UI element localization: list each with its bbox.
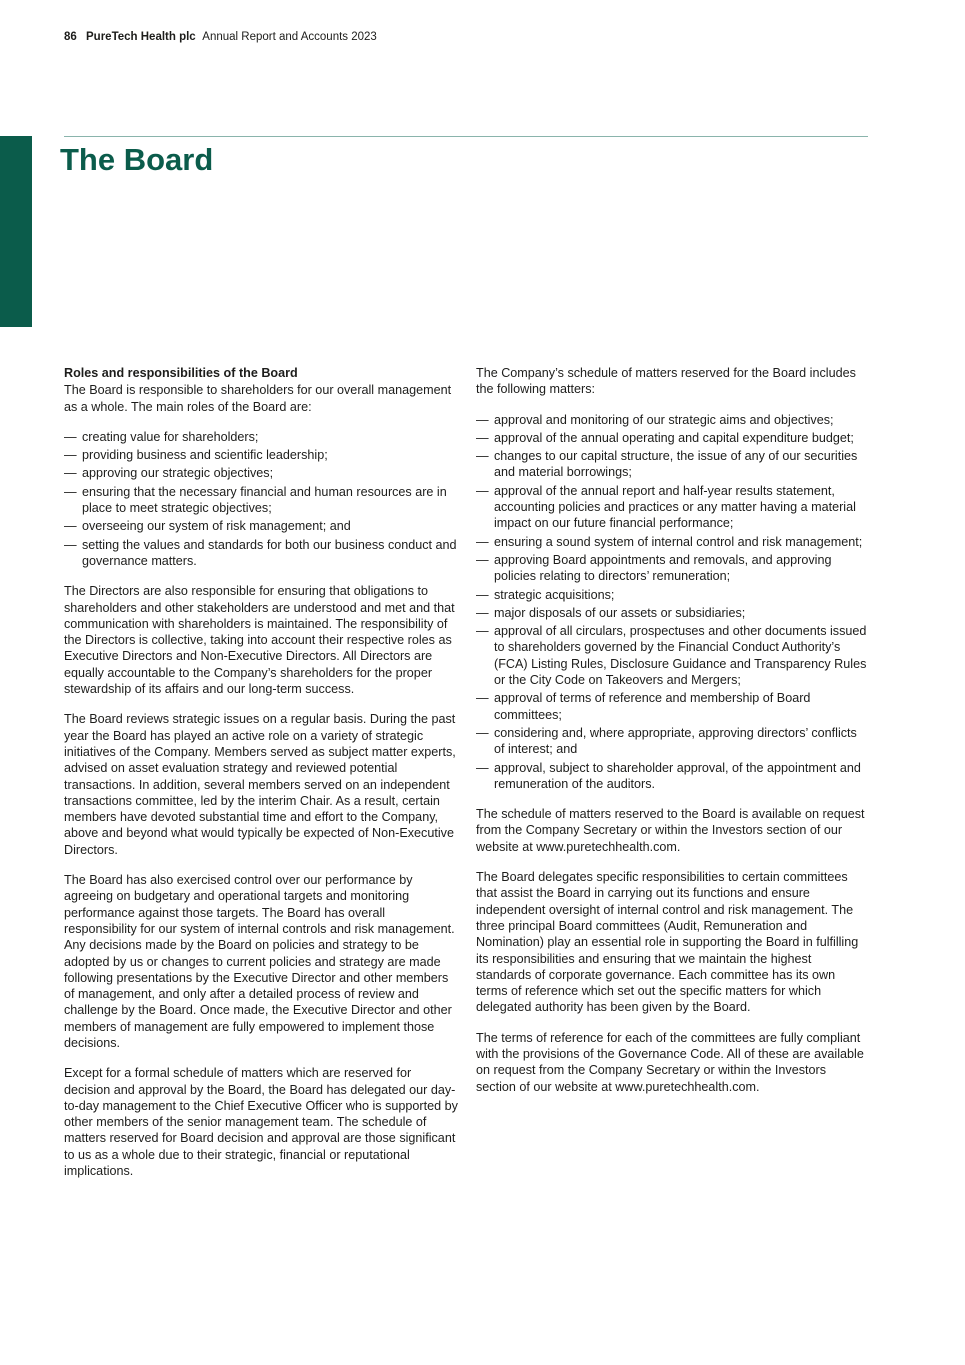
list-item: — major disposals of our assets or subsidiaries; [476,605,746,620]
paragraph: The Board reviews strategic issues on a regular basis. During the past year the Board has played an active role on a variety of strategic initiatives of the Company. Members served as subject matter experts, advised on asset evaluation strategy and reviewed potential transactions. In addition, several members served on an independent transactions committee, led by the interim Chair. As a result, certain members have devoted substantial time and effort to the Company, above and beyond what would typically be expected of Non-Executive Directors. [64,712,456,857]
paragraph: The Board delegates specific responsibilities to certain committees that assist the Board in carrying out its functions and ensure independent oversight of internal control and risk management. The three principal Board committees (Audit, Remuneration and Nomination) play an essential role in supporting the Board in fulfilling its responsibilities and ensuring that we maintain the highest standards of corporate governance. Each committee has its own terms of reference which set out the specific matters for which delegated authority has been given by the Board. [476,870,859,1015]
list-item: — considering and, where appropriate, approving directors’ conflicts of interest; and [476,725,857,757]
list-item: — changes to our capital structure, the issue of any of our securities and material borrowings; [476,449,858,480]
reserved-matters-list [476,412,868,793]
company-name: PureTech Health plc [86,31,196,43]
paragraph: The Directors are also responsible for ensuring that obligations to shareholders and other stakeholders are understood and met and that communication with shareholders is maintained. The responsibility of the Directors is collective, taking into account their respective roles as Executive Directors and Non-Executive Directors. All Directors are equally accountable to the Company’s shareholders for the proper stewardship of its affairs and our long-term success. [64,584,455,697]
page-title: The Board [60,142,214,177]
left-intro: The Board is responsible to shareholders for our overall management as a whole. The main roles of the Board are: [64,383,452,414]
list-item: — ensuring that the necessary financial and human resources are in place to meet strategic objectives; [64,484,447,516]
list-item: — approval of all circulars, prospectuses and other documents issued to shareholders governed by the Financial Conduct Authority’s (FCA) Listing Rules, Disclosure Guidance and Transparency Rules or the City Code on Takeovers and Mergers; [476,624,867,688]
section-tab-label: Governance [10,400,22,458]
paragraph: The Board has also exercised control over our performance by agreeing on budgetary and operational targets and monitoring performance against those targets. The Board has overall responsibility for our system of internal controls and risk management. Any decisions made by the Board on policies and strategy to be adopted by us or changes to current policies and strategy are made following presentations by the Executive Director and other members of management, and only after a detailed process of review and challenge by the Board. Once made, the Executive Director and other members of management are fully empowered to implement those decisions. [64,873,455,1050]
title-rule [64,136,868,137]
paragraph: The terms of reference for each of the committees are fully compliant with the provisions of the Governance Code. All of these are available on request from the Company Secretary or within the Investors section of our website at www.puretechhealth.com. [476,1030,864,1094]
list-item: — overseeing our system of risk management; and [64,519,351,534]
list-item: — approval of the annual report and half-year results statement, accounting policies and practices or any matter having a material impact on our future financial performance; [476,483,856,531]
list-item: — approval of terms of reference and membership of Board committees; [476,691,811,722]
list-item: — ensuring a sound system of internal control and risk management; [476,534,863,549]
right-intro: The Company’s schedule of matters reserved for the Board includes the following matters: [476,366,856,397]
page-number: 86 [64,31,77,43]
list-item: — approval of the annual operating and capital expenditure budget; [476,430,854,445]
running-header [64,30,377,44]
section-tab [0,136,32,458]
list-item: — providing business and scientific leadership; [64,448,328,463]
paragraph: The schedule of matters reserved to the Board is available on request from the Company Secretary or within the Investors section of our website at www.puretechhealth.com. [476,807,865,854]
list-item: — approval and monitoring of our strategic aims and objectives; [476,412,834,427]
list-item: — approving Board appointments and removals, and approving policies relating to directors’ remuneration; [476,552,832,584]
report-name: Annual Report and Accounts 2023 [202,31,377,43]
left-column [64,365,460,1193]
section-heading: Roles and responsibilities of the Board [64,366,298,380]
board-roles-list [64,429,460,569]
list-item: — approving our strategic objectives; [64,466,274,481]
right-column [476,365,868,1109]
list-item: — setting the values and standards for both our business conduct and governance matters. [64,537,457,568]
list-item: — creating value for shareholders; [64,429,259,444]
paragraph: Except for a formal schedule of matters which are reserved for decision and approval by the Board, the Board has delegated our day-to-day management to the Chief Executive Officer who is supported by other members of the senior management team. The schedule of matters reserved for Board decision and approval are those significant to us as a whole due to their strategic, financial or reputational implications. [64,1066,458,1179]
list-item: — strategic acquisitions; [476,587,615,602]
list-item: — approval, subject to shareholder approval, of the appointment and remuneration of the auditors. [476,760,861,791]
